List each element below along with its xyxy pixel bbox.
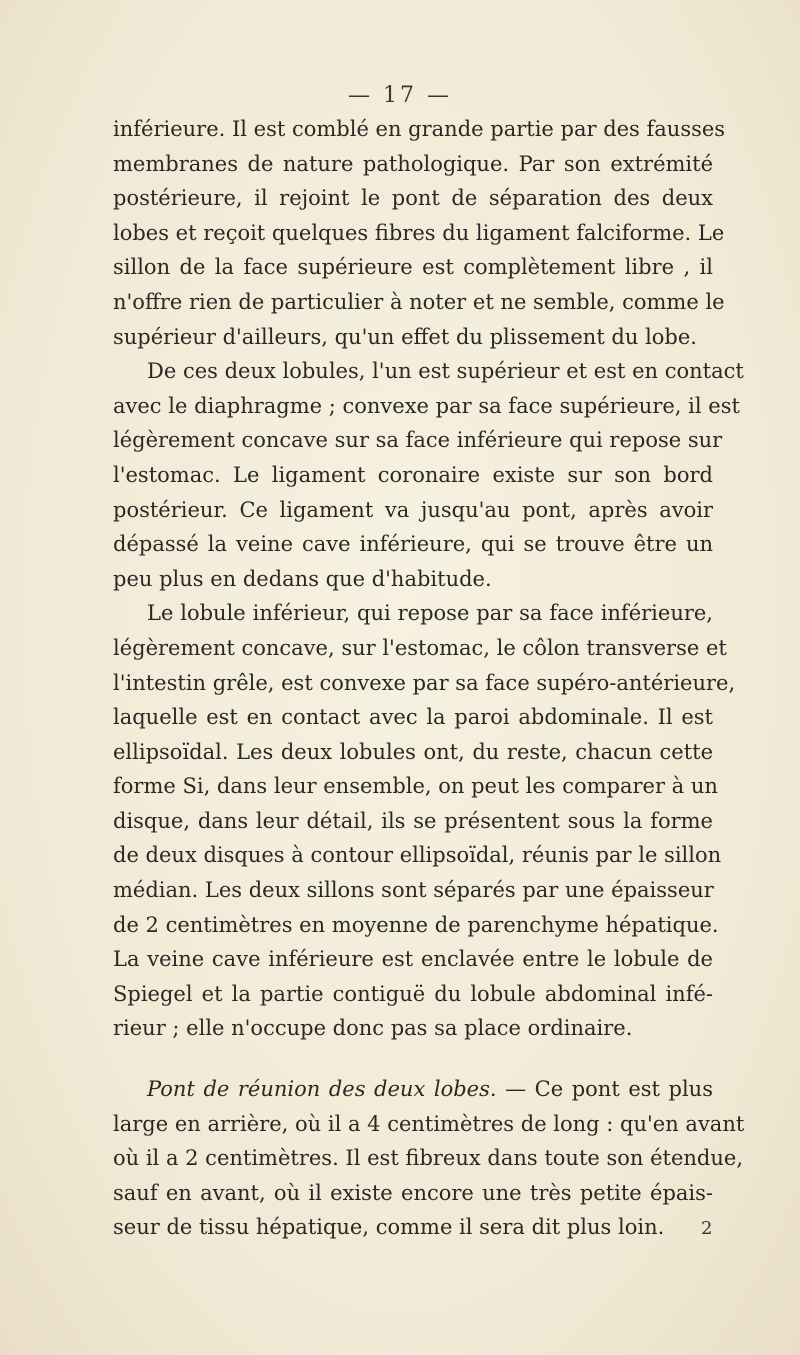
- page-number: — 17 —: [348, 83, 452, 108]
- text-line: supérieur d'ailleurs, qu'un effet du plissement du lobe.: [113, 324, 697, 349]
- text-line: postérieur. Ce ligament va jusqu'au pont, après avoir: [113, 497, 713, 522]
- section-title: Pont de réunion des deux lobes.: [147, 1077, 497, 1102]
- text-line: de deux disques à contour ellipsoïdal, réunis par le sillon: [113, 843, 722, 868]
- text-line: l'intestin grêle, est convexe par sa face supéro-antérieure,: [113, 670, 736, 695]
- text-line: rieur ; elle n'occupe donc pas sa place ordinaire.: [113, 1016, 633, 1041]
- text-line: postérieure, il rejoint le pont de séparation des deux: [113, 186, 713, 211]
- text-line: sillon de la face supérieure est complètement libre , il: [113, 255, 713, 280]
- text-line: sauf en avant, où il existe encore une très petite épais-: [113, 1180, 713, 1205]
- text-line: forme Si, dans leur ensemble, on peut les comparer à un: [113, 774, 718, 799]
- text-line: membranes de nature pathologique. Par son extrémité: [113, 151, 713, 176]
- text-line: l'estomac. Le ligament coronaire existe sur son bord: [113, 462, 713, 487]
- text-line: De ces deux lobules, l'un est supérieur et est en contact: [147, 359, 744, 384]
- text-line: large en arrière, où il a 4 centimètres de long : qu'en avant: [113, 1111, 745, 1136]
- text-line: où il a 2 centimètres. Il est fibreux dans toute son étendue,: [113, 1146, 743, 1171]
- text-line: de 2 centimètres en moyenne de parenchyme hépatique.: [113, 912, 719, 937]
- text-line: médian. Les deux sillons sont séparés par une épaisseur: [113, 878, 714, 903]
- text-line: légèrement concave sur sa face inférieure qui repose sur: [113, 428, 723, 453]
- text-line: dépassé la veine cave inférieure, qui se trouve être un: [113, 532, 713, 557]
- text-line: peu plus en dedans que d'habitude.: [113, 566, 492, 591]
- text-line: inférieure. Il est comblé en grande partie par des fausses: [113, 117, 726, 141]
- text-line: Le lobule inférieur, qui repose par sa face inférieure,: [147, 601, 713, 626]
- signature-mark: 2: [701, 1218, 713, 1239]
- text-line: Spiegel et la partie contiguë du lobule abdominal infé-: [113, 981, 713, 1006]
- text-line: lobes et reçoit quelques fibres du ligament falciforme. Le: [113, 220, 725, 245]
- section-gap: [113, 1046, 713, 1072]
- text-line: disque, dans leur détail, ils se présentent sous la forme: [113, 808, 713, 833]
- section-title-rest: — Ce pont est plus: [496, 1077, 713, 1102]
- text-line: seur de tissu hépatique, comme il sera dit plus loin.: [113, 1215, 665, 1240]
- text-line: n'offre rien de particulier à noter et ne semble, comme le: [113, 289, 725, 314]
- text-line: avec le diaphragme ; convexe par sa face supérieure, il est: [113, 393, 740, 418]
- text-line: La veine cave inférieure est enclavée entre le lobule de: [113, 947, 713, 972]
- text-line: ellipsoïdal. Les deux lobules ont, du reste, chacun cette: [113, 739, 713, 764]
- section-heading-line: [113, 1072, 713, 1107]
- text-line: laquelle est en contact avec la paroi abdominale. Il est: [113, 705, 713, 730]
- text-line: légèrement concave, sur l'estomac, le côlon transverse et: [113, 635, 727, 660]
- body-text: [113, 112, 745, 1245]
